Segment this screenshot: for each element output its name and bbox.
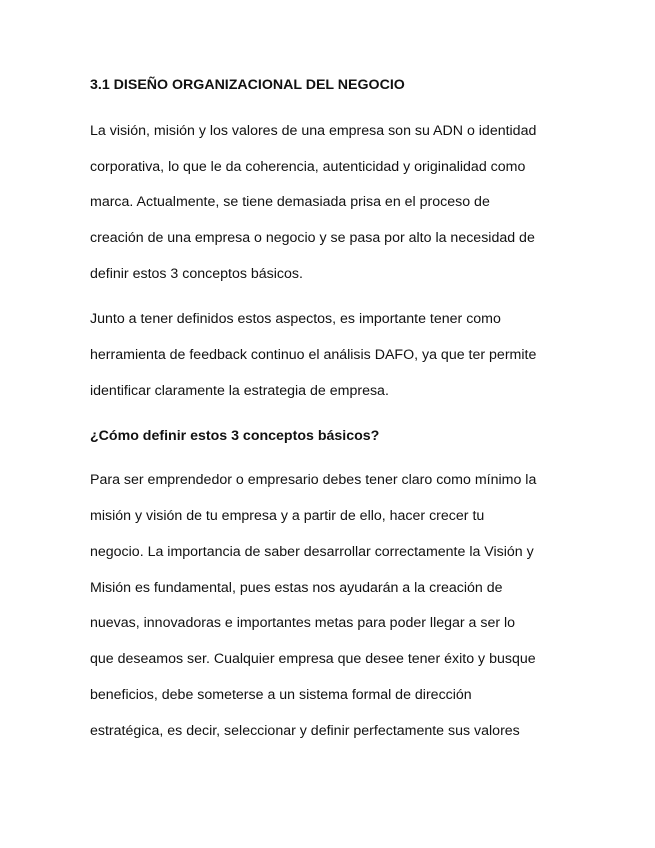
paragraph-3-line: Para ser emprendedor o empresario debes tener claro como mínimo la — [90, 472, 537, 488]
paragraph-1-line: creación de una empresa o negocio y se pasa por alto la necesidad de — [90, 230, 535, 246]
paragraph-3-line: que deseamos ser. Cualquier empresa que desee tener éxito y busque — [90, 651, 536, 667]
paragraph-3-line: misión y visión de tu empresa y a partir de ello, hacer crecer tu — [90, 508, 485, 524]
paragraph-2-line: identificar claramente la estrategia de empresa. — [90, 383, 389, 399]
subheading: ¿Cómo definir estos 3 conceptos básicos? — [90, 428, 380, 444]
section-title: 3.1 DISEÑO ORGANIZACIONAL DEL NEGOCIO — [90, 77, 405, 93]
paragraph-1-line: La visión, misión y los valores de una empresa son su ADN o identidad — [90, 123, 537, 139]
paragraph-3-line: Misión es fundamental, pues estas nos ayudarán a la creación de — [90, 580, 503, 596]
paragraph-3-line: nuevas, innovadoras e importantes metas para poder llegar a ser lo — [90, 615, 516, 631]
paragraph-1-line: marca. Actualmente, se tiene demasiada prisa en el proceso de — [90, 194, 490, 210]
paragraph-1-line: corporativa, lo que le da coherencia, autenticidad y originalidad como — [90, 159, 526, 175]
paragraph-1-line: definir estos 3 conceptos básicos. — [90, 266, 303, 282]
paragraph-3-line: beneficios, debe someterse a un sistema formal de dirección — [90, 687, 472, 703]
paragraph-3-line: negocio. La importancia de saber desarrollar correctamente la Visión y — [90, 544, 534, 560]
paragraph-2-line: Junto a tener definidos estos aspectos, es importante tener como — [90, 311, 501, 327]
paragraph-3-line: estratégica, es decir, seleccionar y definir perfectamente sus valores — [90, 723, 520, 739]
paragraph-2-line: herramienta de feedback continuo el análisis DAFO, ya que ter permite — [90, 347, 537, 363]
